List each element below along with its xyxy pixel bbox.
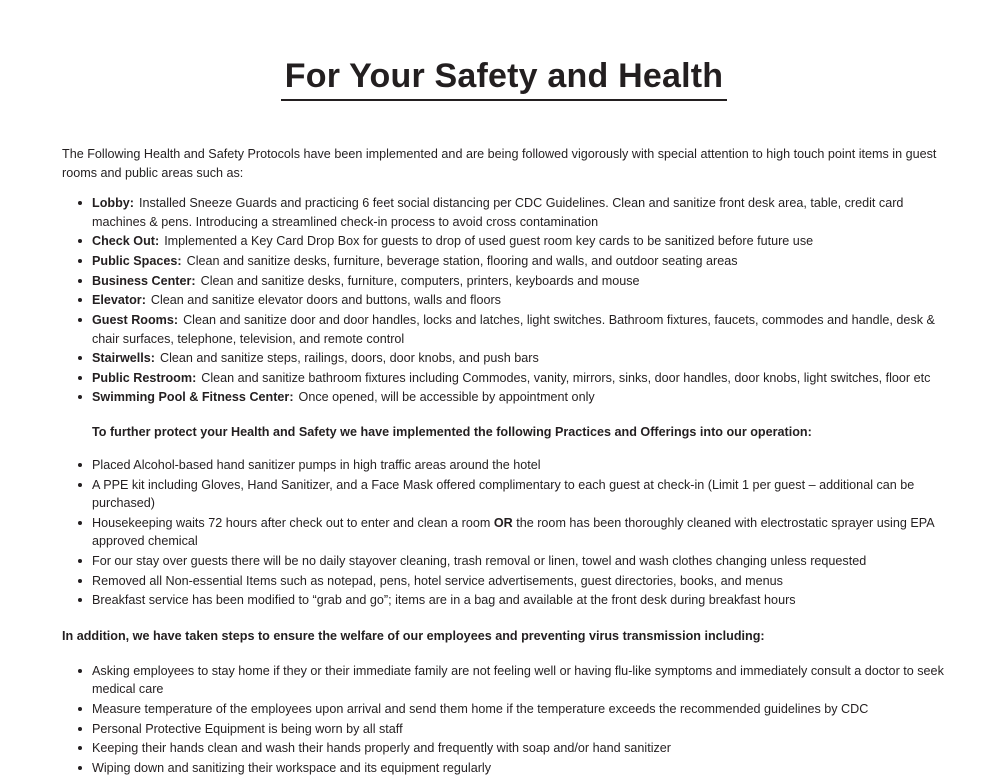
list-item-text-before: Housekeeping waits 72 hours after check out to enter and clean a room <box>92 515 494 530</box>
list-item-text: Clean and sanitize elevator doors and buttons, walls and floors <box>150 293 501 308</box>
list-item-label: Elevator: <box>92 293 146 308</box>
protocols-list <box>62 194 946 407</box>
list-item <box>62 552 946 571</box>
list-item <box>62 369 946 388</box>
list-item <box>62 349 946 368</box>
list-item-label: Public Spaces: <box>92 254 182 269</box>
list-item-text: Clean and sanitize desks, furniture, computers, printers, keyboards and mouse <box>200 273 640 288</box>
page-title <box>62 58 946 107</box>
list-item-text: Keeping their hands clean and wash their hands properly and frequently with soap and/or hand sanitizer <box>92 741 671 756</box>
list-item <box>62 720 946 739</box>
list-item <box>62 572 946 591</box>
list-item-text: For our stay over guests there will be no daily stayover cleaning, trash removal or linen, towel and wash clothes changing unless requested <box>92 554 867 569</box>
list-item-text: Installed Sneeze Guards and practicing 6 feet social distancing per CDC Guidelines. Clean and sanitize front desk area, table, credit card machines & pens. Introducing a streamlined check-in process to avoid cross contamination <box>92 196 904 229</box>
list-item-text: Breakfast service has been modified to “grab and go”; items are in a bag and available at the front desk during breakfast hours <box>92 593 796 608</box>
list-item <box>62 739 946 758</box>
list-item-text: A PPE kit including Gloves, Hand Sanitizer, and a Face Mask offered complimentary to each guest at check-in (Limit 1 per guest – additional can be purchased) <box>92 477 915 511</box>
list-item-label: Swimming Pool & Fitness Center: <box>92 390 294 405</box>
list-item <box>62 311 946 348</box>
list-item-text-bold: OR <box>493 515 513 530</box>
intro-paragraph: The Following Health and Safety Protocols have been implemented and are being followed vigorously with special attention to high touch point items in guest rooms and public areas such as: <box>62 147 937 181</box>
page-title-text: For Your Safety and Health <box>281 58 727 101</box>
list-item-text: Once opened, will be accessible by appointment only <box>298 390 595 405</box>
employee-heading: In addition, we have taken steps to ensure the welfare of our employees and preventing virus transmission including: <box>62 628 765 643</box>
list-item <box>62 252 946 271</box>
list-item-text: Removed all Non-essential Items such as notepad, pens, hotel service advertisements, guest directories, books, and menus <box>92 573 783 588</box>
list-item-text: Wiping down and sanitizing their workspace and its equipment regularly <box>92 760 492 775</box>
list-item <box>62 759 946 778</box>
list-item-text: Implemented a Key Card Drop Box for guests to drop of used guest room key cards to be sanitized before future use <box>164 234 814 249</box>
list-item <box>62 388 946 407</box>
list-item <box>62 476 946 513</box>
list-item-text: Personal Protective Equipment is being worn by all staff <box>92 721 403 736</box>
list-item-label: Stairwells: <box>92 351 155 366</box>
list-item <box>62 194 946 231</box>
employee-measures-list <box>62 662 946 778</box>
list-item <box>62 456 946 475</box>
list-item-text: Asking employees to stay home if they or their immediate family are not feeling well or having flu-like symptoms and immediately consult a doctor to seek medical care <box>92 663 944 697</box>
list-item-label: Public Restroom: <box>92 370 197 385</box>
document-page <box>0 57 1000 775</box>
list-item-text: Clean and sanitize door and door handles, locks and latches, light switches. Bathroom fixtures, faucets, commodes and handle, desk & chair surfaces, telephone, television, and remote control <box>92 312 935 346</box>
practices-list <box>62 456 946 610</box>
list-item <box>62 591 946 610</box>
list-item <box>62 662 946 699</box>
list-item-label: Guest Rooms: <box>92 312 179 327</box>
list-item-text-after: the room has been thoroughly cleaned with electrostatic sprayer using EPA approved chemical <box>92 515 934 549</box>
list-item <box>62 291 946 310</box>
list-item <box>62 232 946 251</box>
list-item-text: Measure temperature of the employees upon arrival and send them home if the temperature exceeds the recommended guidelines by CDC <box>92 702 869 717</box>
list-item-label: Lobby: <box>92 196 134 211</box>
list-item-label: Business Center: <box>92 273 196 288</box>
list-item-text: Placed Alcohol-based hand sanitizer pumps in high traffic areas around the hotel <box>92 457 541 472</box>
list-item-label: Check Out: <box>92 234 160 249</box>
list-item <box>62 514 946 551</box>
list-item-text: Clean and sanitize steps, railings, doors, door knobs, and push bars <box>160 351 539 366</box>
list-item <box>62 272 946 291</box>
practices-heading: To further protect your Health and Safety we have implemented the following Practices and Offerings into our operation: <box>92 425 812 440</box>
list-item <box>62 700 946 719</box>
list-item-text: Clean and sanitize bathroom fixtures including Commodes, vanity, mirrors, sinks, door handles, door knobs, light switches, floor etc <box>201 370 931 385</box>
list-item-text: Clean and sanitize desks, furniture, beverage station, flooring and walls, and outdoor seating areas <box>186 254 738 269</box>
